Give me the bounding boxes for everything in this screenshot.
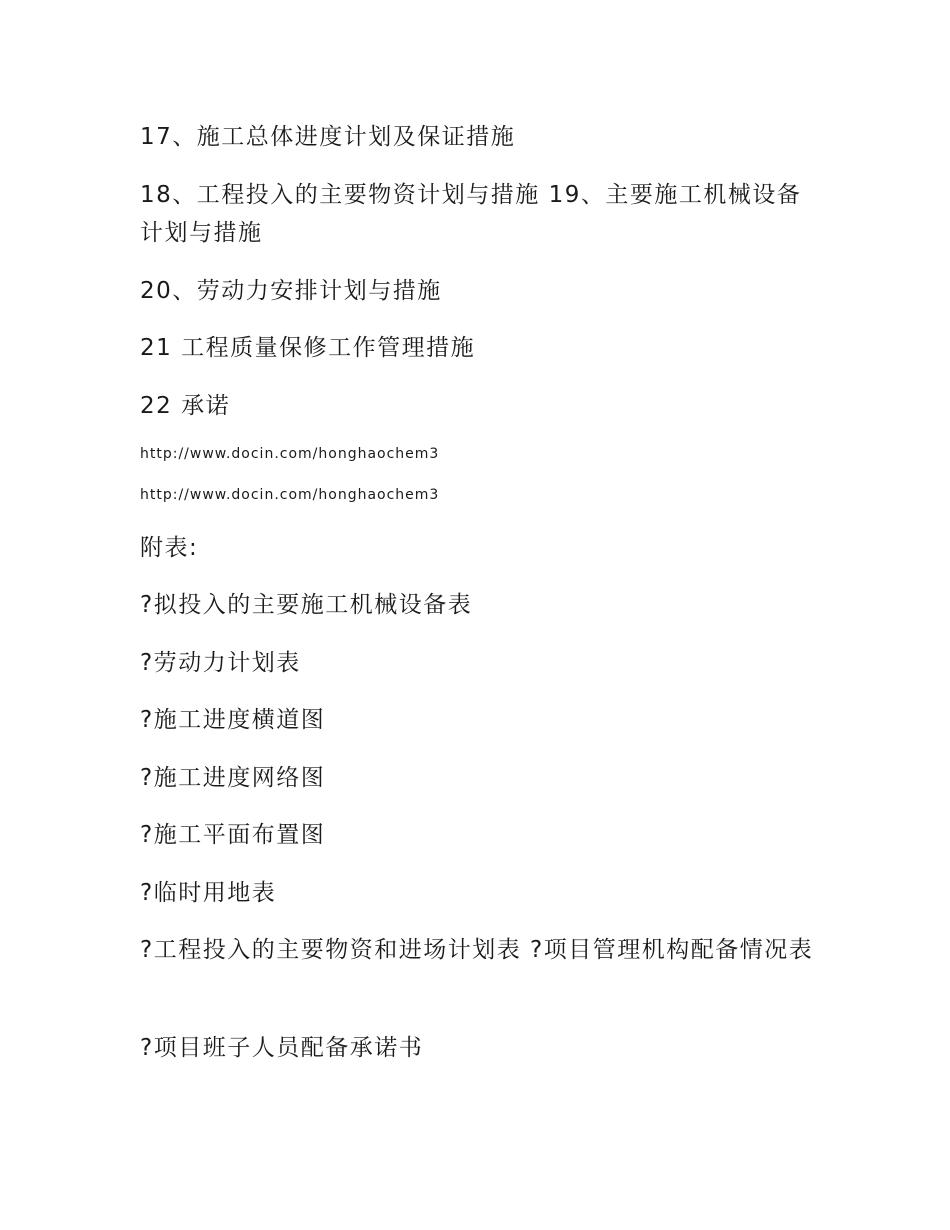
appendix-item: ?临时用地表 xyxy=(140,880,277,906)
appendix-item: ?工程投入的主要物资和进场计划表 ?项目管理机构配备情况表 xyxy=(140,937,814,963)
appendix-item: ?项目班子人员配备承诺书 xyxy=(140,1035,424,1061)
toc-item-20: 20、劳动力安排计划与措施 xyxy=(140,278,442,304)
toc-item-21: 21 工程质量保修工作管理措施 xyxy=(140,335,476,361)
source-url: http://www.docin.com/honghaochem3 xyxy=(140,446,440,462)
toc-item-22: 22 承诺 xyxy=(140,393,231,419)
appendix-item: ?劳动力计划表 xyxy=(140,650,301,676)
appendix-title: 附表: xyxy=(140,535,199,561)
toc-item-17: 17、施工总体进度计划及保证措施 xyxy=(140,124,516,150)
toc-item-18-19: 18、工程投入的主要物资计划与措施 19、主要施工机械设备计划与措施 xyxy=(140,182,802,246)
source-url: http://www.docin.com/honghaochem3 xyxy=(140,487,440,503)
appendix-item: ?施工平面布置图 xyxy=(140,822,326,848)
appendix-item: ?拟投入的主要施工机械设备表 xyxy=(140,592,473,618)
appendix-item: ?施工进度网络图 xyxy=(140,765,326,791)
appendix-item: ?施工进度横道图 xyxy=(140,707,326,733)
